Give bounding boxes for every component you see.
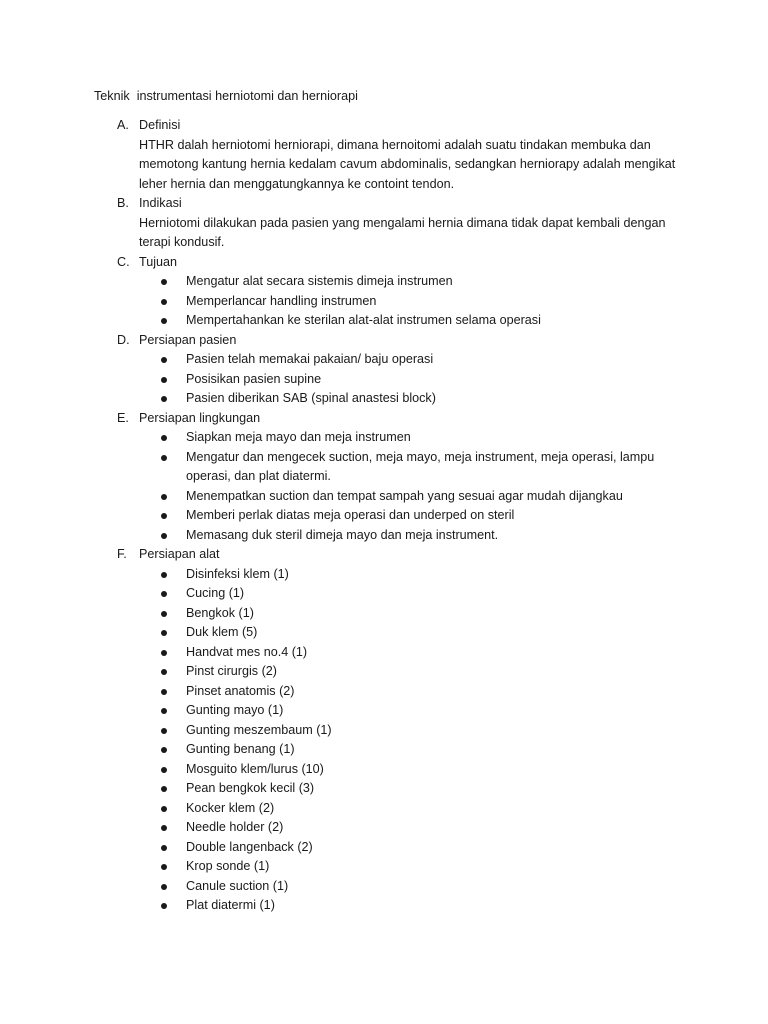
bullet-dot-icon	[161, 825, 167, 831]
list-item	[0, 896, 686, 916]
bullet-list	[0, 350, 768, 409]
section-heading	[0, 194, 768, 214]
list-item	[0, 857, 686, 877]
section-letter: F.	[117, 547, 127, 561]
list-item-text: Posisikan pasien supine	[186, 371, 322, 386]
bullet-dot-icon	[161, 279, 167, 285]
list-item-text: Cucing (1)	[186, 586, 245, 600]
section-c	[0, 253, 768, 331]
bullet-dot-icon	[161, 396, 167, 402]
bullet-dot-icon	[161, 513, 167, 519]
bullet-dot-icon	[161, 806, 167, 812]
list-item	[0, 272, 686, 292]
list-item	[0, 740, 686, 760]
list-item-text: Double langenback (2)	[186, 839, 313, 854]
bullet-dot-icon	[161, 435, 167, 441]
list-item-text: Gunting meszembaum (1)	[186, 722, 332, 737]
list-item-text: Krop sonde (1)	[186, 859, 270, 873]
section-e	[0, 409, 768, 546]
list-item-text: Plat diatermi (1)	[186, 898, 275, 912]
list-item	[0, 311, 686, 331]
list-item	[0, 838, 686, 858]
bullet-dot-icon	[161, 318, 167, 324]
list-item-text: Kocker klem (2)	[186, 800, 275, 815]
list-item-text: Gunting mayo (1)	[186, 703, 284, 717]
list-item-text: Pean bengkok kecil (3)	[186, 781, 315, 795]
section-d	[0, 331, 768, 409]
list-item	[0, 721, 686, 741]
list-item	[0, 799, 686, 819]
bullet-dot-icon	[161, 533, 167, 539]
bullet-dot-icon	[161, 572, 167, 578]
bullet-dot-icon	[161, 845, 167, 851]
list-item	[0, 506, 686, 526]
section-title: Tujuan	[139, 254, 178, 269]
list-item	[0, 526, 686, 546]
section-heading	[0, 545, 768, 565]
section-title: Persiapan pasien	[139, 332, 237, 347]
list-item	[0, 662, 686, 682]
list-item-text: Mengatur alat secara sistemis dimeja instrumen	[186, 274, 453, 288]
list-item-text: Pinset anatomis (2)	[186, 683, 295, 698]
section-paragraph: Herniotomi dilakukan pada pasien yang mengalami hernia dimana tidak dapat kembali dengan terapi kondusif.	[139, 215, 666, 249]
list-item	[0, 779, 686, 799]
bullet-dot-icon	[161, 708, 167, 714]
bullet-dot-icon	[161, 630, 167, 636]
list-item-text: Disinfeksi klem (1)	[186, 566, 289, 581]
list-item	[0, 448, 686, 487]
list-item-text: Mempertahankan ke sterilan alat-alat instrumen selama operasi	[186, 313, 541, 327]
section-letter: E.	[117, 410, 129, 425]
section-paragraph: HTHR dalah herniotomi herniorapi, dimana hernoitomi adalah suatu tindakan membuka dan memotong kantung hernia kedalam cavum abdominalis, sedangkan herniorapy adalah mengikat leher hernia dan menggatungkannya ke contoint tendon.	[139, 137, 676, 191]
bullet-dot-icon	[161, 494, 167, 500]
bullet-dot-icon	[161, 299, 167, 305]
list-item	[0, 877, 686, 897]
list-item	[0, 565, 686, 585]
list-item-text: Duk klem (5)	[186, 625, 258, 639]
list-item-text: Bengkok (1)	[186, 605, 254, 620]
section-letter: B.	[117, 196, 129, 210]
bullet-dot-icon	[161, 455, 167, 461]
list-item-text: Memperlancar handling instrumen	[186, 293, 377, 308]
list-item-text: Mosguito klem/lurus (10)	[186, 761, 324, 776]
list-item-text: Memasang duk steril dimeja mayo dan meja instrument.	[186, 527, 499, 542]
list-item	[0, 623, 686, 643]
bullet-dot-icon	[161, 357, 167, 363]
bullet-dot-icon	[161, 377, 167, 383]
list-item	[0, 389, 686, 409]
list-item-text: Pinst cirurgis (2)	[186, 664, 277, 678]
list-item	[0, 487, 686, 507]
bullet-dot-icon	[161, 903, 167, 909]
bullet-dot-icon	[161, 689, 167, 695]
document-sections	[0, 116, 768, 916]
bullet-list	[0, 428, 768, 545]
bullet-list	[0, 565, 768, 916]
section-heading	[0, 116, 768, 136]
list-item	[0, 604, 686, 624]
document-title: Teknik instrumentasi herniotomi dan herniorapi	[94, 89, 358, 103]
section-letter: A.	[117, 118, 129, 132]
bullet-dot-icon	[161, 669, 167, 675]
list-item-text: Siapkan meja mayo dan meja instrumen	[186, 430, 411, 444]
bullet-dot-icon	[161, 767, 167, 773]
list-item-text: Gunting benang (1)	[186, 742, 295, 756]
list-item	[0, 370, 686, 390]
list-item	[0, 584, 686, 604]
section-heading	[0, 409, 768, 429]
list-item	[0, 760, 686, 780]
list-item	[0, 350, 686, 370]
list-item	[0, 292, 686, 312]
list-item-text: Needle holder (2)	[186, 820, 284, 834]
list-item-text: Pasien telah memakai pakaian/ baju operasi	[186, 352, 434, 366]
bullet-list	[0, 272, 768, 331]
section-a	[0, 116, 768, 194]
bullet-dot-icon	[161, 591, 167, 597]
section-b	[0, 194, 768, 253]
list-item	[0, 428, 686, 448]
bullet-dot-icon	[161, 611, 167, 617]
list-item	[0, 701, 686, 721]
section-title: Definisi	[139, 118, 181, 132]
list-item	[0, 818, 686, 838]
list-item-text: Mengatur dan mengecek suction, meja mayo, meja instrument, meja operasi, lampu operasi, dan plat diatermi.	[186, 449, 655, 483]
list-item-text: Pasien diberikan SAB (spinal anastesi block)	[186, 391, 436, 405]
section-heading	[0, 331, 768, 351]
section-f	[0, 545, 768, 916]
list-item	[0, 643, 686, 663]
section-title: Persiapan lingkungan	[139, 410, 261, 425]
list-item-text: Menempatkan suction dan tempat sampah yang sesuai agar mudah dijangkau	[186, 488, 623, 503]
bullet-dot-icon	[161, 786, 167, 792]
list-item-text: Memberi perlak diatas meja operasi dan underped on steril	[186, 508, 515, 522]
bullet-dot-icon	[161, 884, 167, 890]
section-title: Persiapan alat	[139, 547, 220, 561]
list-item	[0, 682, 686, 702]
list-item-text: Handvat mes no.4 (1)	[186, 644, 308, 659]
section-heading	[0, 253, 768, 273]
bullet-dot-icon	[161, 864, 167, 870]
section-letter: D.	[117, 332, 130, 347]
bullet-dot-icon	[161, 650, 167, 656]
bullet-dot-icon	[161, 747, 167, 753]
list-item-text: Canule suction (1)	[186, 878, 289, 893]
section-letter: C.	[117, 254, 130, 269]
section-title: Indikasi	[139, 196, 182, 210]
bullet-dot-icon	[161, 728, 167, 734]
